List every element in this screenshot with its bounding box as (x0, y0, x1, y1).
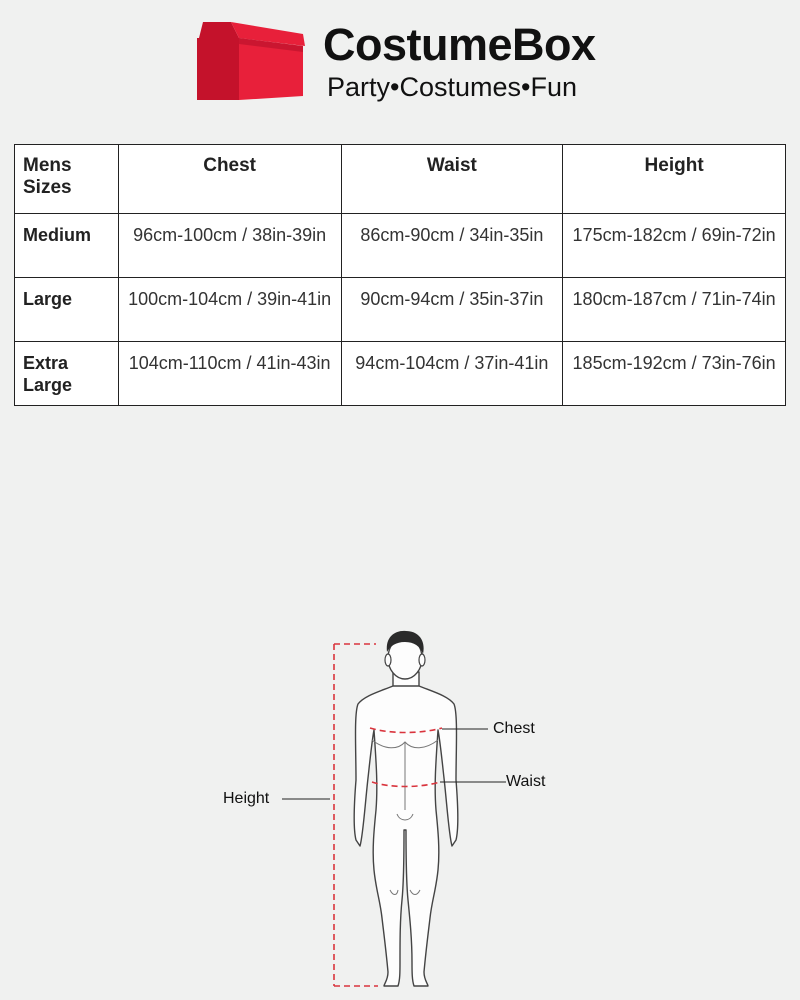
body-measurement-diagram (0, 600, 800, 1000)
table-header-row (15, 145, 786, 214)
height-label: Height (223, 790, 270, 807)
costume-box-icon (195, 20, 307, 100)
size-label: Extra Large (15, 342, 119, 406)
table-row (15, 342, 786, 406)
header-height: Height (563, 145, 786, 214)
brand-logo (195, 18, 615, 108)
chest-label: Chest (493, 720, 535, 737)
height-value: 185cm-192cm / 73in-76in (563, 342, 786, 406)
brand-name: CostumeBox (323, 19, 596, 70)
chest-value: 96cm-100cm / 38in-39in (118, 214, 341, 278)
chest-value: 100cm-104cm / 39in-41in (118, 278, 341, 342)
size-label: Medium (15, 214, 119, 278)
chest-value: 104cm-110cm / 41in-43in (118, 342, 341, 406)
brand-tagline: Party•Costumes•Fun (327, 72, 577, 102)
height-value: 175cm-182cm / 69in-72in (563, 214, 786, 278)
table-row (15, 278, 786, 342)
table-row (15, 214, 786, 278)
waist-value: 94cm-104cm / 37in-41in (341, 342, 563, 406)
header-waist: Waist (341, 145, 563, 214)
waist-value: 86cm-90cm / 34in-35in (341, 214, 563, 278)
header-mens-sizes: Mens Sizes (15, 145, 119, 214)
body-figure-icon (0, 600, 800, 1000)
waist-label: Waist (506, 773, 546, 790)
waist-value: 90cm-94cm / 35in-37in (341, 278, 563, 342)
height-value: 180cm-187cm / 71in-74in (563, 278, 786, 342)
header-chest: Chest (118, 145, 341, 214)
size-chart-table (14, 144, 786, 406)
size-label: Large (15, 278, 119, 342)
